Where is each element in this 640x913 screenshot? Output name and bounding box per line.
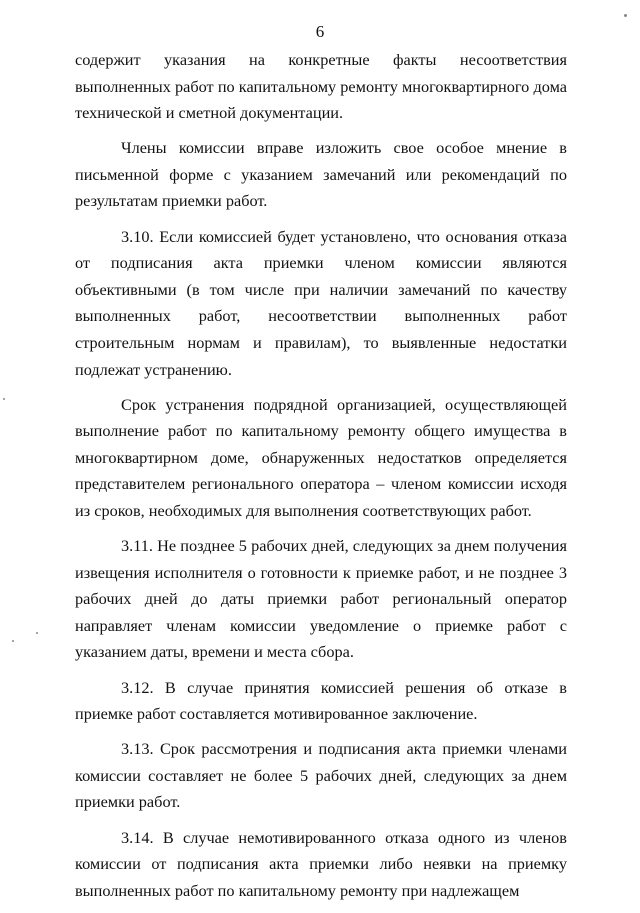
scan-speck (3, 398, 5, 400)
page-number: 6 (315, 22, 325, 41)
paragraph-3-13: 3.13. Срок рассмотрения и подписания акта приемки членами комиссии составляет не более 5 рабочих дней, следующих за днем приемки работ. (75, 739, 567, 812)
paragraph-3-14: 3.14. В случае немотивированного отказа одного из членов комиссии от подписания акта приемки либо неявки на приемку выполненных работ по капитальному ремонту при надлежащем (75, 827, 567, 900)
scan-speck (12, 640, 14, 642)
paragraph-2: Члены комиссии вправе изложить свое особое мнение в письменной форме с указанием замечаний или рекомендаций по результатам приемки работ. (75, 138, 567, 211)
scan-speck (624, 14, 627, 17)
paragraph-3-10: 3.10. Если комиссией будет установлено, что основания отказа от подписания акта приемки членом комиссии являются объективными (в том числе при наличии замечаний по качеству выполненных работ, несоответствии выполненных работ строительным нормам и правилам), то выявленные недостатки подлежат устранению. (75, 226, 567, 379)
paragraph-4: Срок устранения подрядной организацией, осуществляющей выполнение работ по капитальному ремонту общего имущества в многоквартирном доме, обнаруженных недостатков определяется представителем регионального оператора – членом комиссии исходя из сроков, необходимых для выполнения соответствующих работ. (75, 394, 567, 520)
document-body (75, 47, 567, 913)
scan-speck (36, 632, 38, 634)
paragraph-3-11: 3.11. Не позднее 5 рабочих дней, следующих за днем получения извещения исполнителя о готовности к приемке работ, и не позднее 3 рабочих дней до даты приемки работ региональный оператор направляет членам комиссии уведомление о приемке работ с указанием даты, времени и места сбора. (75, 536, 567, 662)
paragraph-3-12: 3.12. В случае принятия комиссией решения об отказе в приемке работ составляется мотивированное заключение. (75, 677, 567, 724)
paragraph-1: содержит указания на конкретные факты несоответствия выполненных работ по капитальному ремонту многоквартирного дома технической и сметной документации. (75, 50, 567, 123)
